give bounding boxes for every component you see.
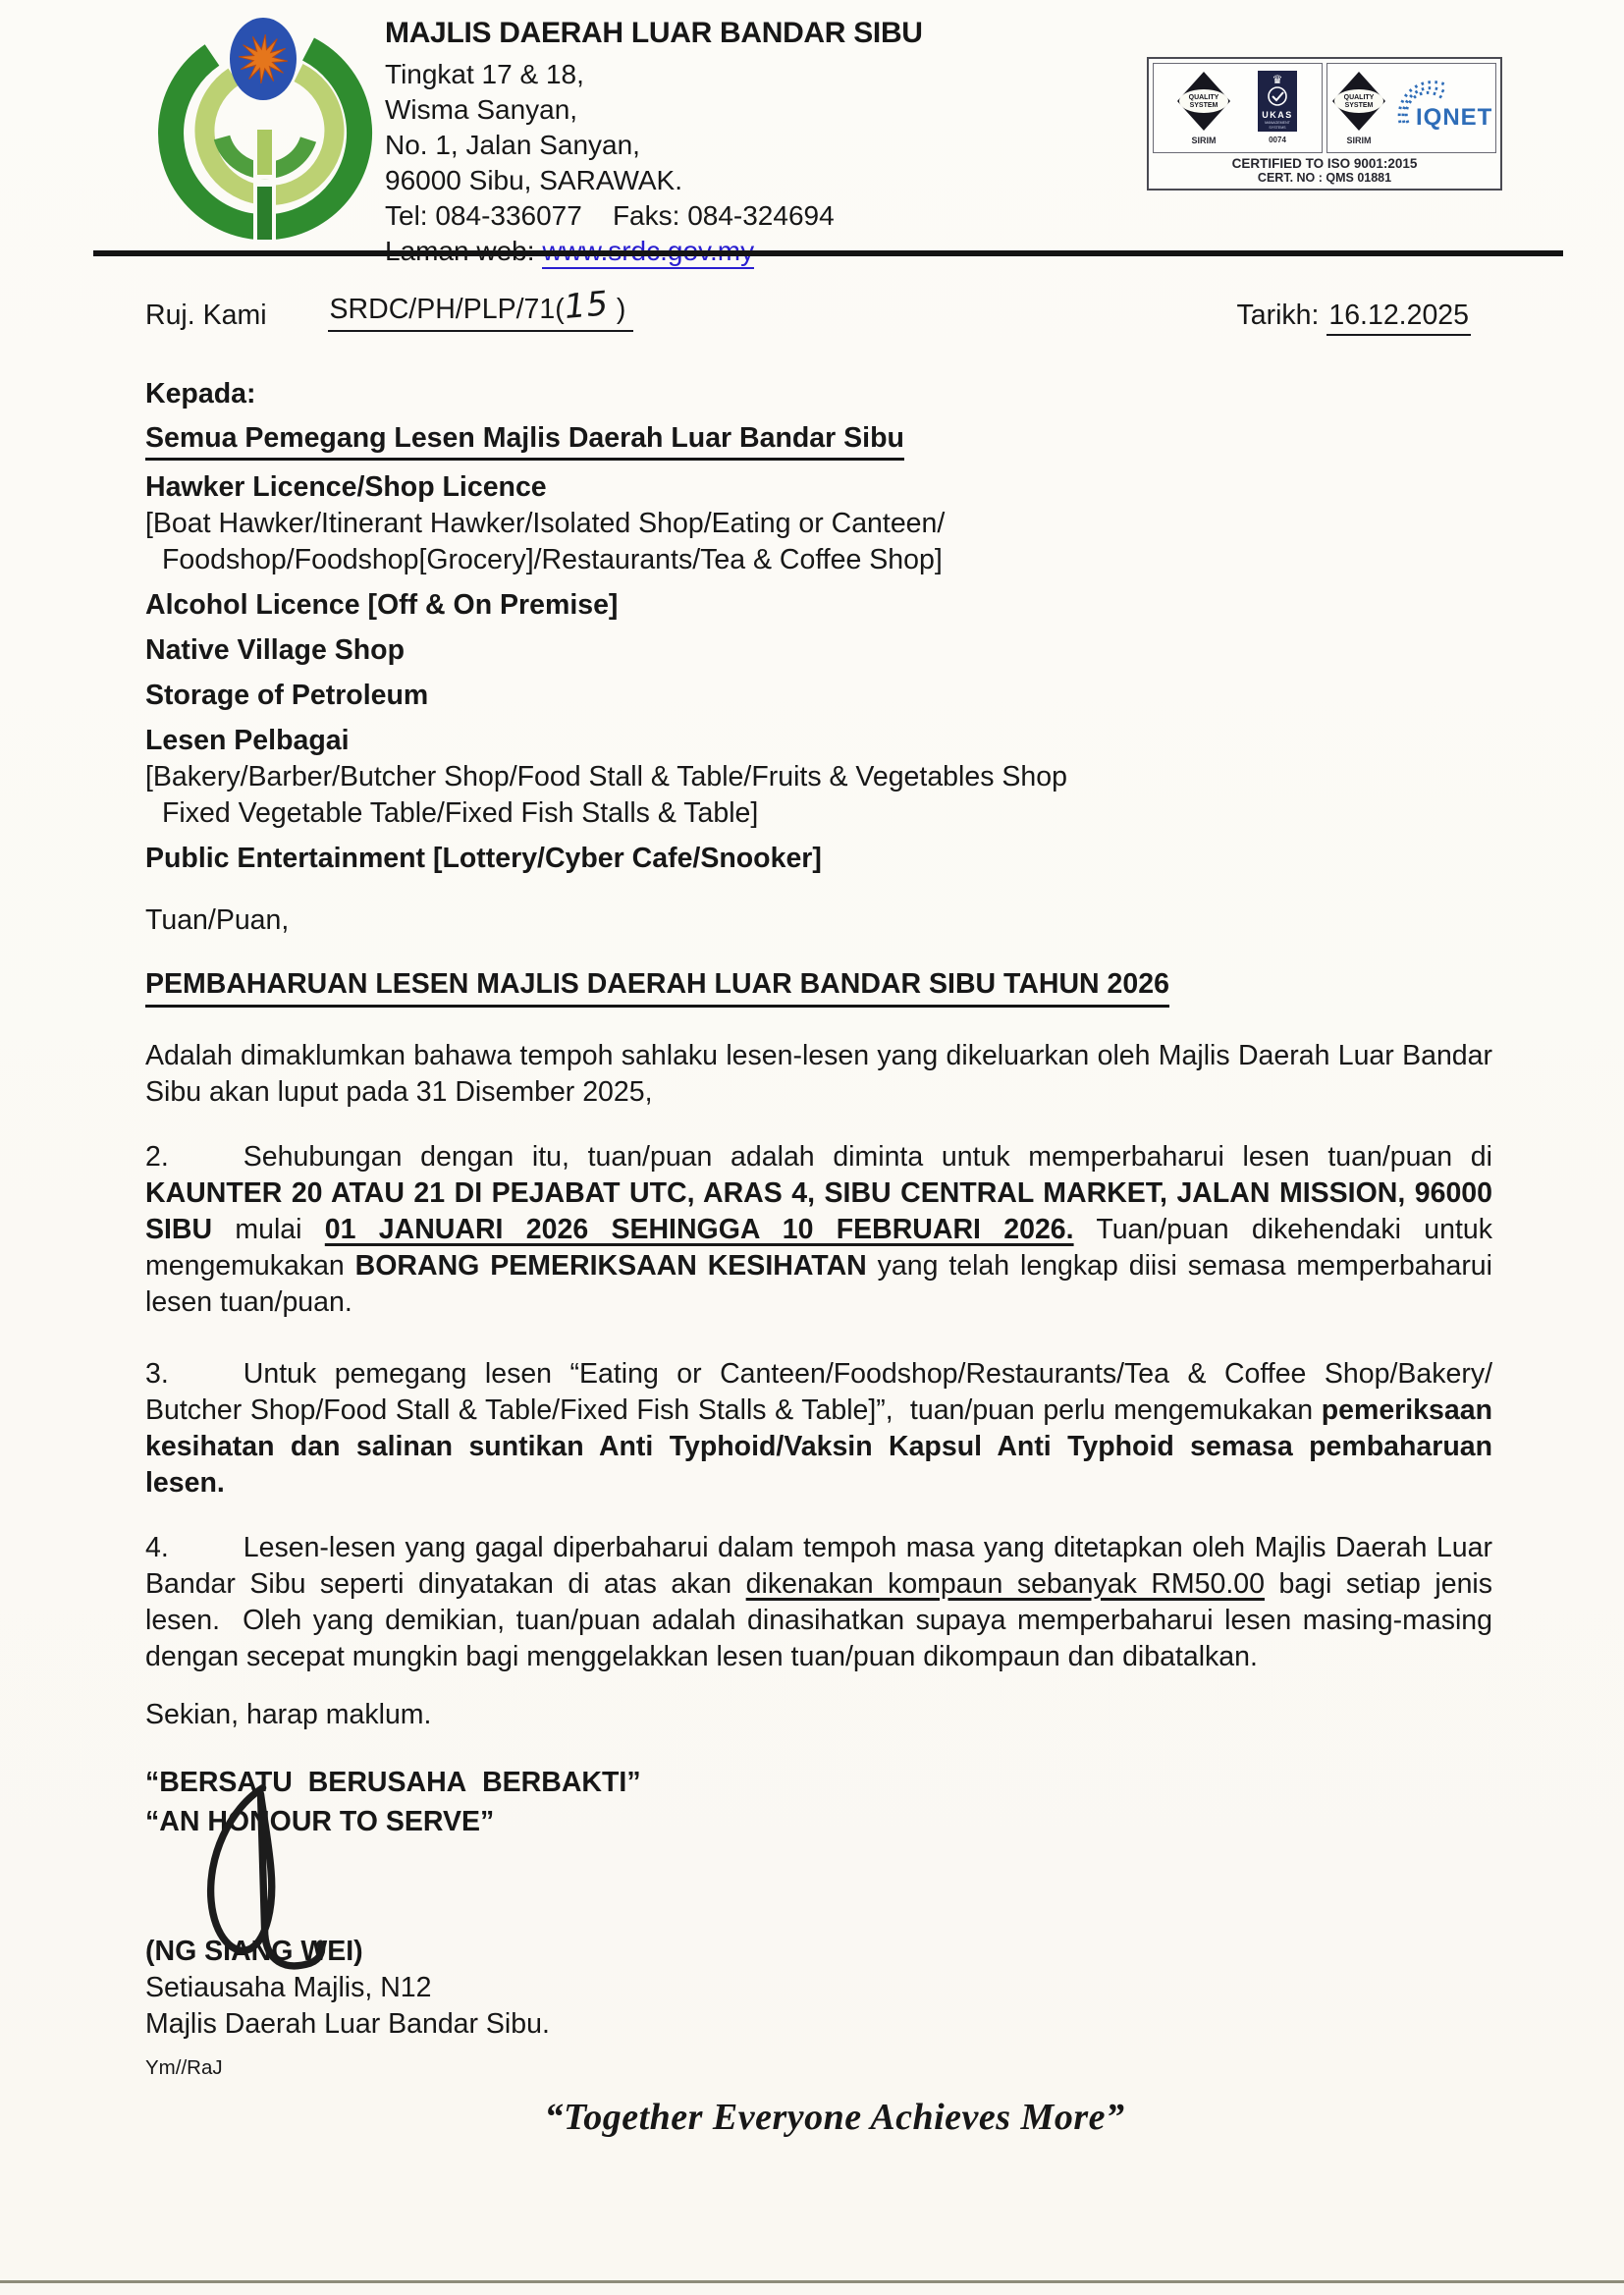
motto-line-2: “AN HONOUR TO SERVE”	[145, 1806, 495, 1837]
svg-text:SIRIM: SIRIM	[1346, 136, 1372, 145]
address-line: No. 1, Jalan Sanyan,	[385, 130, 640, 160]
svg-text:MANAGEMENT: MANAGEMENT	[1264, 121, 1290, 125]
council-logo	[147, 14, 383, 249]
svg-text:SYSTEMS: SYSTEMS	[1269, 126, 1286, 130]
reference-row	[145, 284, 1471, 332]
cert-number-text: CERT. NO : QMS 01881	[1257, 171, 1392, 185]
sirim-ukas-badge	[1153, 63, 1323, 153]
cert-iso-text: CERTIFIED TO ISO 9001:2015	[1231, 156, 1418, 171]
svg-text:SYSTEM: SYSTEM	[1344, 102, 1374, 109]
licence-group-detail: [Bakery/Barber/Butcher Shop/Food Stall & Table/Fruits & Vegetables Shop	[145, 761, 1067, 792]
fax-number: Faks: 084-324694	[612, 200, 835, 231]
signatory-name: (NG SIANG WEI)	[145, 1936, 363, 1967]
svg-text:IQNET: IQNET	[1416, 104, 1492, 131]
licence-group	[145, 587, 1492, 624]
licence-group-title: Alcohol Licence [Off & On Premise]	[145, 589, 619, 621]
org-name: MAJLIS DAERAH LUAR BANDAR SIBU	[385, 17, 923, 49]
address-line: Tingkat 17 & 18,	[385, 59, 584, 89]
ref-label: Ruj. Kami	[145, 300, 267, 331]
paragraph-2: 2. Sehubungan dengan itu, tuan/puan adalah diminta untuk memperbaharui lesen tuan/puan di KAUNTER 20 ATAU 21 DI PEJABAT UTC, ARAS 4, SIBU CENTRAL MARKET, JALAN MISSION, 96000 SIBU mulai 01 JANUARI 2026 SEHINGGA 10 FEBRUARI 2026. Tuan/puan dikehendaki untuk mengemukakan BORANG PEMERIKSAAN KESIHATAN yang telah lengkap diisi semasa memperbaharui lesen tuan/puan.	[145, 1141, 1493, 1318]
licence-group-detail: [Boat Hawker/Itinerant Hawker/Isolated Shop/Eating or Canteen/	[145, 508, 946, 539]
letterhead	[385, 16, 923, 269]
footer-slogan-wrap	[0, 2096, 1624, 2139]
svg-text:QUALITY: QUALITY	[1188, 94, 1219, 101]
licence-group-title: Lesen Pelbagai	[145, 725, 350, 756]
licence-group-detail: Foodshop/Foodshop[Grocery]/Restaurants/Tea & Coffee Shop]	[162, 544, 943, 575]
paragraph-1: Adalah dimaklumkan bahawa tempoh sahlaku lesen-lesen yang dikeluarkan oleh Majlis Daerah Luar Bandar Sibu akan luput pada 31 Disember 2025,	[145, 1040, 1492, 1108]
signatory-org: Majlis Daerah Luar Bandar Sibu.	[145, 2008, 550, 2040]
svg-text:♛: ♛	[1272, 73, 1283, 86]
typist-initials: Ym//RaJ	[145, 2056, 223, 2079]
licence-group	[145, 469, 1492, 578]
handwritten-signature	[189, 1779, 395, 1976]
ref-number-printed: SRDC/PH/PLP/71(	[329, 294, 565, 325]
header-divider	[93, 250, 1563, 256]
subject-title: PEMBAHARUAN LESEN MAJLIS DAERAH LUAR BANDAR SIBU TAHUN 2026	[145, 966, 1169, 1008]
licence-group-title: Hawker Licence/Shop Licence	[145, 471, 547, 503]
svg-text:SYSTEM: SYSTEM	[1189, 102, 1218, 109]
addressee: Semua Pemegang Lesen Majlis Daerah Luar Bandar Sibu	[145, 420, 904, 461]
licence-groups	[145, 469, 1492, 877]
svg-text:SIRIM: SIRIM	[1191, 136, 1217, 145]
date-wrap	[1236, 300, 1471, 332]
licence-group-title: Public Entertainment [Lottery/Cyber Cafe/Snooker]	[145, 843, 822, 874]
svg-text:UKAS: UKAS	[1261, 110, 1293, 120]
iqnet-logo-icon	[1390, 78, 1492, 138]
licence-group	[145, 632, 1492, 669]
ref-number-close: )	[608, 294, 626, 325]
licence-group-title: Native Village Shop	[145, 634, 405, 666]
footer-slogan: “Together Everyone Achieves More”	[544, 2097, 1125, 2138]
addressee-wrap	[145, 420, 1492, 461]
licence-group	[145, 723, 1492, 832]
licence-group	[145, 841, 1492, 877]
ref-number-handwritten: 15	[562, 284, 611, 327]
sirim-diamond-icon	[1175, 70, 1232, 146]
kepada-label: Kepada:	[145, 378, 256, 410]
phone-fax-line	[385, 198, 923, 234]
signatory-title: Setiausaha Majlis, N12	[145, 1972, 432, 2003]
paragraph-3: 3. Untuk pemegang lesen “Eating or Canteen/Foodshop/Restaurants/Tea & Coffee Shop/Bakery/ Butcher Shop/Food Stall & Table/Fixed Fish Stalls & Table]”, tuan/puan perlu mengemukakan pemeriksaan kesihatan dan salinan suntikan Anti Typhoid/Vaksin Kapsul Anti Typhoid semasa pembaharuan lesen.	[145, 1358, 1492, 1499]
licence-group-detail: Fixed Vegetable Table/Fixed Fish Stalls & Table]	[162, 797, 759, 829]
sirim-iqnet-badge	[1326, 63, 1496, 153]
motto-line-1: “BERSATU BERUSAHA BERBAKTI”	[145, 1767, 641, 1798]
cert-badges-row	[1153, 63, 1496, 153]
address-line: 96000 Sibu, SARAWAK.	[385, 165, 682, 195]
sirim-diamond-icon	[1330, 70, 1387, 146]
licence-group-title: Storage of Petroleum	[145, 680, 429, 711]
subject-wrap	[145, 966, 1492, 1008]
tel-number: Tel: 084-336077	[385, 200, 582, 231]
ukas-badge-icon	[1255, 70, 1300, 146]
licence-group	[145, 678, 1492, 714]
svg-text:QUALITY: QUALITY	[1343, 94, 1375, 101]
address-line: Wisma Sanyan,	[385, 94, 578, 125]
iso-certification-badge	[1147, 57, 1502, 191]
paragraph-4: 4. Lesen-lesen yang gagal diperbaharui dalam tempoh masa yang ditetapkan oleh Majlis Daerah Luar Bandar Sibu seperti dinyatakan di atas akan dikenakan kompaun sebanyak RM50.00 bagi setiap jenis lesen. Oleh yang demikian, tuan/puan adalah dinasihatkan supaya memperbaharui lesen masing-masing dengan secepat mungkin bagi menggelakkan lesen tuan/puan dikompaun dan dibatalkan.	[145, 1532, 1492, 1672]
closing-line: Sekian, harap maklum.	[145, 1699, 432, 1730]
ref-number	[328, 284, 634, 332]
salutation: Tuan/Puan,	[145, 904, 290, 936]
date-label: Tarikh:	[1236, 300, 1320, 331]
svg-text:0074: 0074	[1268, 136, 1286, 144]
scan-bottom-edge	[0, 2280, 1624, 2283]
date-value: 16.12.2025	[1326, 300, 1471, 336]
